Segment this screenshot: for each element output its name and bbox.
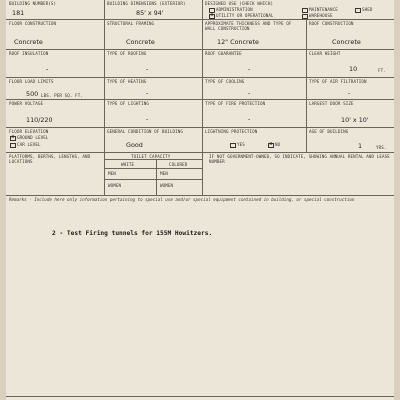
type-of-roofing-label: TYPE OF ROOFING bbox=[107, 51, 147, 56]
type-of-cooling-label: TYPE OF COOLING bbox=[205, 79, 245, 84]
col-divider bbox=[306, 19, 307, 152]
row-divider bbox=[6, 49, 394, 50]
building-number-value: 181 bbox=[12, 9, 25, 17]
toilet-capacity-label: TOILET CAPACITY bbox=[131, 154, 171, 159]
age-of-building-value: 1 bbox=[358, 142, 363, 150]
power-voltage-label: POWER VOLTAGE bbox=[9, 101, 44, 106]
building-dimensions-label: BUILDING DIMENSIONS (EXTERIOR) bbox=[107, 1, 186, 6]
designed-use-utility-checkbox[interactable] bbox=[209, 14, 215, 19]
floor-elevation-label: FLOOR ELEVATION bbox=[9, 129, 49, 134]
roof-construction-label: ROOF CONSTRUCTION bbox=[309, 21, 354, 26]
fire-protection-value: - bbox=[248, 115, 251, 123]
power-voltage-value: 110/220 bbox=[26, 116, 53, 124]
roof-guarantee-value: - bbox=[248, 65, 251, 73]
largest-door-size-value: 10' x 10' bbox=[341, 116, 369, 124]
toilet-men-white: MEN bbox=[108, 171, 116, 176]
floor-load-limits-label: FLOOR LOAD LIMITS bbox=[9, 79, 54, 84]
platforms-label: PLATFORMS, BERTHS, LENGTHS, AND LOCATIONS bbox=[9, 154, 91, 164]
clear-height-value: 10 bbox=[349, 65, 358, 73]
lightning-no-checkbox[interactable] bbox=[268, 143, 274, 148]
type-of-heating-label: TYPE OF HEATING bbox=[107, 79, 147, 84]
ground-level-label: GROUND LEVEL bbox=[17, 135, 49, 140]
wall-construction-label: APPROXIMATE THICKNESS AND TYPE OF WALL CONSTRUCTION bbox=[205, 21, 292, 31]
row-divider bbox=[6, 99, 394, 100]
lightning-protection-label: LIGHTNING PROTECTION bbox=[205, 129, 258, 134]
toilet-table-rule bbox=[156, 159, 157, 195]
building-dimensions-value: 85' x 94' bbox=[136, 9, 164, 17]
row-divider bbox=[6, 127, 394, 128]
designed-use-maintenance-checkbox[interactable] bbox=[302, 8, 308, 13]
floor-load-limits-unit: LBS. PER SQ. FT. bbox=[41, 93, 83, 98]
ownership-label: IF NOT GOVERNMENT-OWNED, SO INDICATE, SHOWING ANNUAL RENTAL AND LEASE NUMBER bbox=[209, 154, 390, 164]
car-level-checkbox[interactable] bbox=[10, 143, 16, 148]
largest-door-size-label: LARGEST DOOR SIZE bbox=[309, 101, 354, 106]
remarks-label: Remarks - Include here only information pertaining to special use and/or special equipment contained in building, or special construction bbox=[9, 197, 355, 202]
age-of-building-label: AGE OF BUILDING bbox=[309, 129, 349, 134]
lightning-yes-checkbox[interactable] bbox=[230, 143, 236, 148]
designed-use-warehouse-label: WAREHOUSE bbox=[309, 13, 333, 18]
type-of-roofing-value: - bbox=[146, 65, 149, 73]
designed-use-label: DESIGNED USE (CHECK WHICH) bbox=[205, 1, 274, 6]
toilet-women-colored: WOMEN bbox=[160, 183, 174, 188]
wall-construction-value: 12" Concrete bbox=[217, 38, 259, 46]
lightning-yes-label: YES bbox=[237, 142, 245, 147]
col-divider bbox=[104, 0, 105, 152]
type-of-lighting-label: TYPE OF LIGHTING bbox=[107, 101, 149, 106]
designed-use-shed-label: SHED bbox=[362, 7, 373, 12]
structural-framing-value: Concrete bbox=[126, 38, 155, 46]
designed-use-shed-checkbox[interactable] bbox=[355, 8, 361, 13]
type-of-heating-value: - bbox=[146, 89, 149, 97]
roof-construction-value: Concrete bbox=[332, 38, 361, 46]
floor-construction-value: Concrete bbox=[14, 38, 43, 46]
toilet-white-header: WHITE bbox=[121, 162, 135, 167]
col-divider bbox=[202, 0, 203, 152]
lightning-no-label: NO bbox=[275, 142, 281, 147]
roof-insulation-value: - bbox=[46, 65, 49, 73]
roof-guarantee-label: ROOF GUARANTEE bbox=[205, 51, 242, 56]
building-number-label: BUILDING NUMBER(S) bbox=[9, 1, 57, 6]
row-divider bbox=[6, 77, 394, 78]
floor-load-limits-value: 500 bbox=[26, 90, 39, 98]
clear-height-unit: FT. bbox=[378, 68, 386, 73]
bottom-rule bbox=[6, 396, 394, 397]
row-divider bbox=[6, 152, 394, 153]
row-divider bbox=[6, 19, 394, 20]
ground-level-checkbox[interactable] bbox=[10, 136, 16, 141]
col-divider bbox=[202, 152, 203, 195]
designed-use-maintenance-label: MAINTENANCE bbox=[309, 7, 338, 12]
type-of-lighting-value: - bbox=[146, 115, 149, 123]
floor-construction-label: FLOOR CONSTRUCTION bbox=[9, 21, 57, 26]
row-divider bbox=[6, 195, 394, 196]
toilet-table-rule bbox=[104, 168, 202, 169]
designed-use-admin-label: ADMINISTRATION bbox=[216, 7, 253, 12]
remarks-note: 2 - Test Firing tunnels for 155M Howitzers. bbox=[52, 230, 213, 237]
structural-framing-label: STRUCTURAL FRAMING bbox=[107, 21, 155, 26]
general-condition-label: GENERAL CONDITION OF BUILDING bbox=[107, 129, 184, 134]
toilet-women-white: WOMEN bbox=[108, 183, 122, 188]
age-of-building-unit: YRS. bbox=[376, 145, 387, 150]
toilet-men-colored: MEN bbox=[160, 171, 168, 176]
clear-height-label: CLEAR HEIGHT bbox=[309, 51, 341, 56]
toilet-table-rule bbox=[104, 159, 202, 160]
general-condition-value: Good bbox=[126, 141, 143, 149]
roof-insulation-label: ROOF INSULATION bbox=[9, 51, 49, 56]
building-data-form bbox=[6, 0, 394, 400]
car-level-label: CAR LEVEL bbox=[17, 142, 41, 147]
toilet-colored-header: COLORED bbox=[169, 162, 188, 167]
toilet-table-rule bbox=[104, 179, 202, 180]
air-filtration-value: - bbox=[348, 89, 351, 97]
designed-use-warehouse-checkbox[interactable] bbox=[302, 14, 308, 19]
fire-protection-label: TYPE OF FIRE PROTECTION bbox=[205, 101, 266, 106]
designed-use-utility-label: UTILITY OR OPERATIONAL bbox=[216, 13, 274, 18]
air-filtration-label: TYPE OF AIR FILTRATION bbox=[309, 79, 367, 84]
type-of-cooling-value: - bbox=[248, 89, 251, 97]
